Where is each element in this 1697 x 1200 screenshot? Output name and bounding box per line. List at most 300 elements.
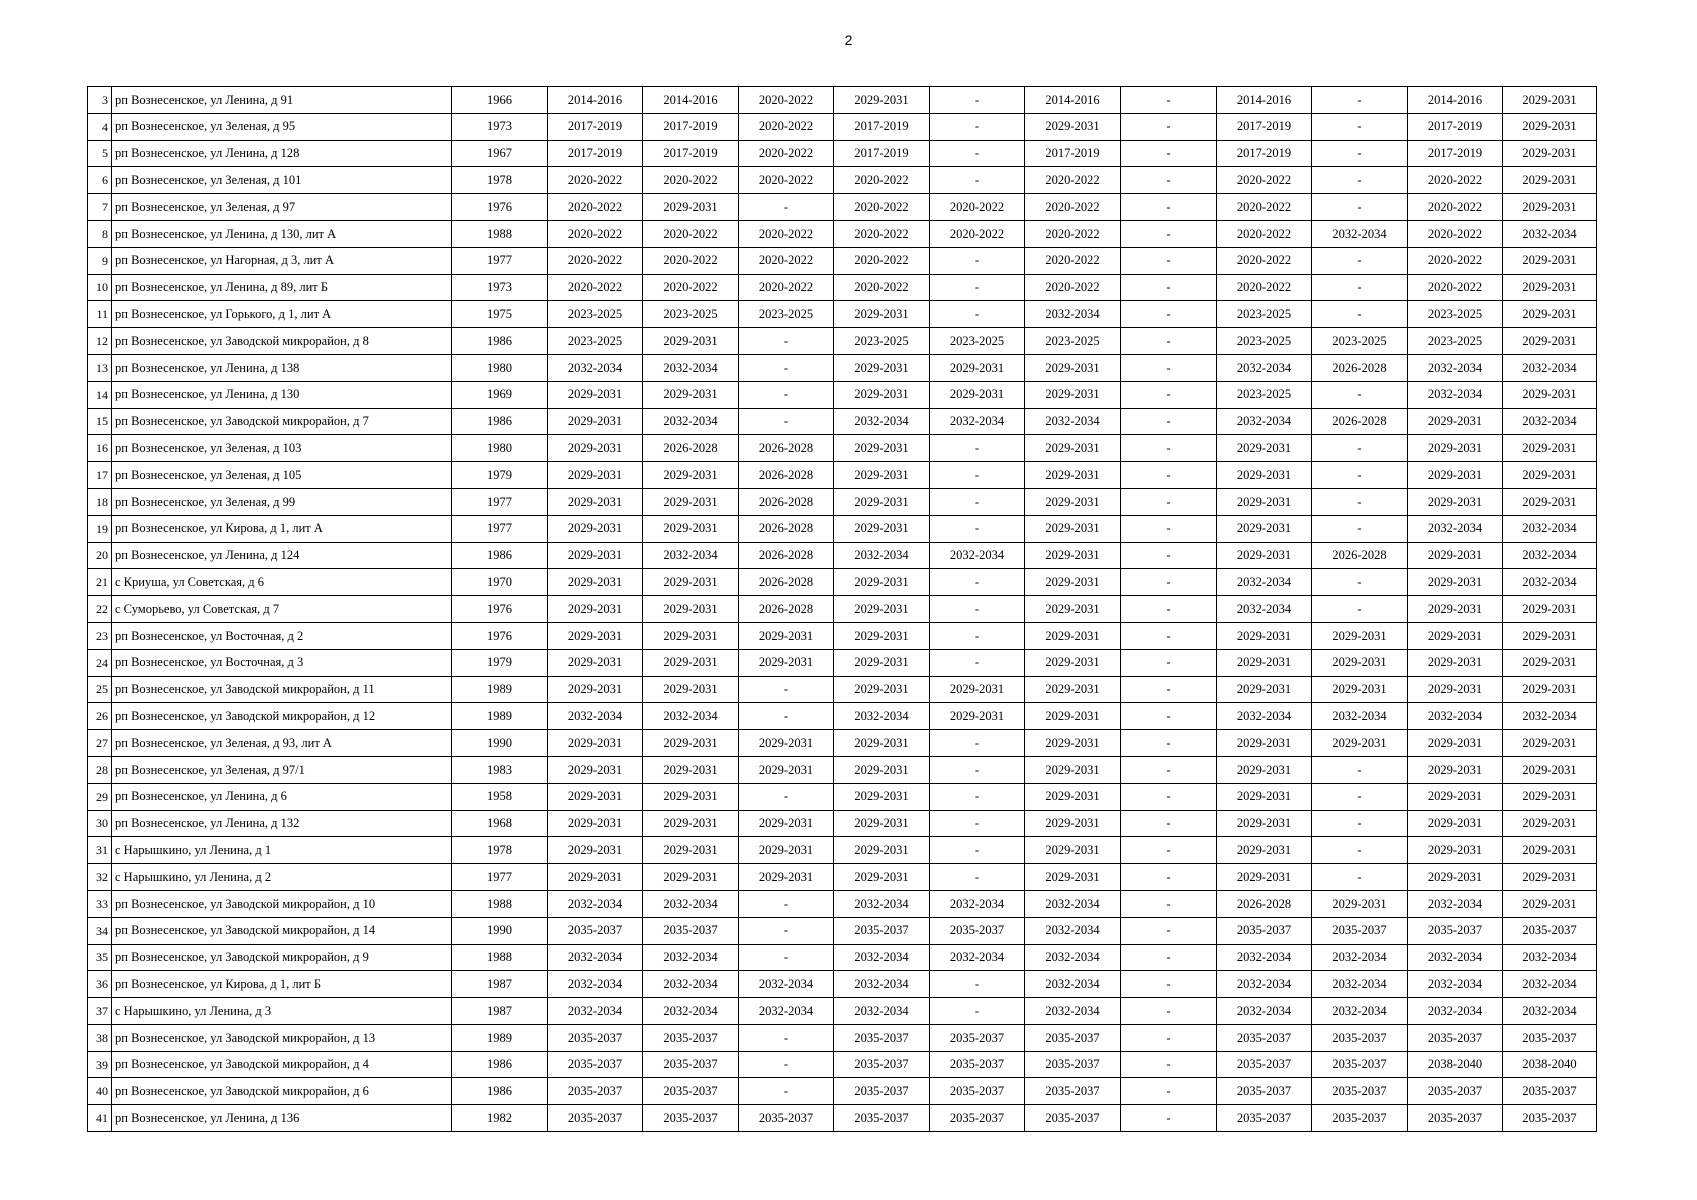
cell-col-5: - xyxy=(930,810,1025,837)
table-row xyxy=(88,435,1597,462)
cell-col-11: 2029-2031 xyxy=(1503,810,1597,837)
cell-col-6: 2029-2031 xyxy=(1025,810,1121,837)
cell-col-1: 2020-2022 xyxy=(548,194,643,221)
cell-year-built: 1988 xyxy=(452,944,548,971)
table-row xyxy=(88,864,1597,891)
cell-col-4: 2032-2034 xyxy=(834,971,930,998)
cell-col-8: 2032-2034 xyxy=(1217,596,1312,623)
cell-col-6: 2029-2031 xyxy=(1025,113,1121,140)
cell-col-1: 2029-2031 xyxy=(548,515,643,542)
cell-address: рп Вознесенское, ул Ленина, д 136 xyxy=(112,1105,452,1132)
cell-col-10: 2017-2019 xyxy=(1408,113,1503,140)
cell-address: с Нарышкино, ул Ленина, д 3 xyxy=(112,998,452,1025)
cell-row-number: 9 xyxy=(88,247,112,274)
cell-col-3: 2029-2031 xyxy=(739,810,834,837)
cell-col-9: 2035-2037 xyxy=(1312,1024,1408,1051)
table-row xyxy=(88,354,1597,381)
cell-col-5: 2029-2031 xyxy=(930,354,1025,381)
cell-col-7: - xyxy=(1121,194,1217,221)
table-row xyxy=(88,328,1597,355)
cell-col-1: 2029-2031 xyxy=(548,676,643,703)
cell-address: рп Вознесенское, ул Ленина, д 91 xyxy=(112,87,452,114)
cell-col-7: - xyxy=(1121,1024,1217,1051)
cell-col-5: - xyxy=(930,140,1025,167)
cell-col-11: 2029-2031 xyxy=(1503,194,1597,221)
cell-col-10: 2038-2040 xyxy=(1408,1051,1503,1078)
cell-col-8: 2017-2019 xyxy=(1217,113,1312,140)
cell-col-6: 2029-2031 xyxy=(1025,837,1121,864)
cell-col-4: 2029-2031 xyxy=(834,462,930,489)
cell-row-number: 8 xyxy=(88,220,112,247)
cell-col-7: - xyxy=(1121,810,1217,837)
cell-row-number: 23 xyxy=(88,622,112,649)
cell-address: рп Вознесенское, ул Ленина, д 6 xyxy=(112,783,452,810)
cell-col-11: 2029-2031 xyxy=(1503,864,1597,891)
cell-col-8: 2032-2034 xyxy=(1217,703,1312,730)
cell-col-7: - xyxy=(1121,381,1217,408)
cell-col-8: 2029-2031 xyxy=(1217,730,1312,757)
table-row xyxy=(88,596,1597,623)
cell-col-7: - xyxy=(1121,569,1217,596)
cell-col-5: - xyxy=(930,837,1025,864)
cell-col-11: 2029-2031 xyxy=(1503,756,1597,783)
table-row xyxy=(88,998,1597,1025)
cell-col-1: 2032-2034 xyxy=(548,971,643,998)
cell-col-10: 2032-2034 xyxy=(1408,971,1503,998)
cell-year-built: 1986 xyxy=(452,328,548,355)
cell-col-3: - xyxy=(739,328,834,355)
cell-col-2: 2029-2031 xyxy=(643,381,739,408)
cell-col-8: 2035-2037 xyxy=(1217,1078,1312,1105)
cell-col-9: - xyxy=(1312,810,1408,837)
cell-col-3: 2032-2034 xyxy=(739,998,834,1025)
cell-row-number: 24 xyxy=(88,649,112,676)
cell-col-3: - xyxy=(739,703,834,730)
cell-col-9: - xyxy=(1312,87,1408,114)
cell-col-2: 2032-2034 xyxy=(643,998,739,1025)
cell-address: рп Вознесенское, ул Кирова, д 1, лит А xyxy=(112,515,452,542)
cell-col-11: 2029-2031 xyxy=(1503,301,1597,328)
cell-col-11: 2032-2034 xyxy=(1503,998,1597,1025)
cell-col-6: 2029-2031 xyxy=(1025,381,1121,408)
housing-repair-schedule-table xyxy=(87,86,1597,1132)
cell-col-4: 2017-2019 xyxy=(834,113,930,140)
cell-col-11: 2029-2031 xyxy=(1503,167,1597,194)
cell-year-built: 1973 xyxy=(452,274,548,301)
cell-col-8: 2029-2031 xyxy=(1217,488,1312,515)
cell-col-6: 2023-2025 xyxy=(1025,328,1121,355)
cell-col-3: 2026-2028 xyxy=(739,515,834,542)
cell-col-5: - xyxy=(930,247,1025,274)
cell-col-6: 2029-2031 xyxy=(1025,864,1121,891)
cell-col-3: - xyxy=(739,783,834,810)
cell-col-5: 2035-2037 xyxy=(930,1105,1025,1132)
cell-row-number: 3 xyxy=(88,87,112,114)
cell-col-6: 2020-2022 xyxy=(1025,274,1121,301)
cell-year-built: 1978 xyxy=(452,837,548,864)
cell-col-10: 2029-2031 xyxy=(1408,622,1503,649)
cell-col-10: 2029-2031 xyxy=(1408,864,1503,891)
cell-col-8: 2029-2031 xyxy=(1217,676,1312,703)
cell-address: рп Вознесенское, ул Горького, д 1, лит А xyxy=(112,301,452,328)
cell-address: рп Вознесенское, ул Ленина, д 138 xyxy=(112,354,452,381)
cell-address: рп Вознесенское, ул Восточная, д 3 xyxy=(112,649,452,676)
cell-row-number: 15 xyxy=(88,408,112,435)
cell-col-2: 2020-2022 xyxy=(643,247,739,274)
cell-col-11: 2029-2031 xyxy=(1503,113,1597,140)
table-row xyxy=(88,542,1597,569)
cell-year-built: 1967 xyxy=(452,140,548,167)
cell-row-number: 30 xyxy=(88,810,112,837)
cell-col-5: - xyxy=(930,488,1025,515)
table-body xyxy=(88,87,1597,1132)
cell-row-number: 26 xyxy=(88,703,112,730)
table-row xyxy=(88,944,1597,971)
cell-col-1: 2032-2034 xyxy=(548,944,643,971)
cell-row-number: 21 xyxy=(88,569,112,596)
cell-address: с Криуша, ул Советская, д 6 xyxy=(112,569,452,596)
cell-row-number: 25 xyxy=(88,676,112,703)
cell-col-3: 2020-2022 xyxy=(739,274,834,301)
cell-col-9: 2026-2028 xyxy=(1312,408,1408,435)
cell-address: рп Вознесенское, ул Заводской микрорайон, д 7 xyxy=(112,408,452,435)
cell-year-built: 1986 xyxy=(452,408,548,435)
cell-col-5: 2032-2034 xyxy=(930,890,1025,917)
page-number: 2 xyxy=(844,32,853,48)
cell-year-built: 1980 xyxy=(452,354,548,381)
cell-address: рп Вознесенское, ул Ленина, д 128 xyxy=(112,140,452,167)
cell-row-number: 34 xyxy=(88,917,112,944)
cell-year-built: 1990 xyxy=(452,917,548,944)
cell-col-9: - xyxy=(1312,435,1408,462)
cell-col-6: 2020-2022 xyxy=(1025,194,1121,221)
cell-row-number: 5 xyxy=(88,140,112,167)
cell-col-7: - xyxy=(1121,756,1217,783)
cell-col-9: - xyxy=(1312,837,1408,864)
cell-col-8: 2029-2031 xyxy=(1217,783,1312,810)
cell-col-3: - xyxy=(739,917,834,944)
cell-row-number: 32 xyxy=(88,864,112,891)
cell-col-8: 2032-2034 xyxy=(1217,944,1312,971)
cell-col-5: - xyxy=(930,462,1025,489)
table-row xyxy=(88,381,1597,408)
cell-row-number: 40 xyxy=(88,1078,112,1105)
cell-row-number: 35 xyxy=(88,944,112,971)
cell-col-6: 2029-2031 xyxy=(1025,354,1121,381)
cell-address: рп Вознесенское, ул Восточная, д 2 xyxy=(112,622,452,649)
cell-col-2: 2023-2025 xyxy=(643,301,739,328)
table-row xyxy=(88,113,1597,140)
cell-col-3: - xyxy=(739,194,834,221)
cell-col-3: - xyxy=(739,1024,834,1051)
cell-address: рп Вознесенское, ул Заводской микрорайон, д 14 xyxy=(112,917,452,944)
cell-row-number: 4 xyxy=(88,113,112,140)
cell-col-1: 2029-2031 xyxy=(548,783,643,810)
table-row xyxy=(88,462,1597,489)
cell-col-6: 2032-2034 xyxy=(1025,917,1121,944)
cell-col-10: 2023-2025 xyxy=(1408,328,1503,355)
cell-col-5: 2035-2037 xyxy=(930,917,1025,944)
cell-col-5: - xyxy=(930,515,1025,542)
cell-col-5: 2029-2031 xyxy=(930,703,1025,730)
table-row xyxy=(88,140,1597,167)
cell-col-7: - xyxy=(1121,113,1217,140)
cell-col-4: 2020-2022 xyxy=(834,220,930,247)
cell-col-2: 2029-2031 xyxy=(643,783,739,810)
table-row xyxy=(88,515,1597,542)
cell-col-1: 2029-2031 xyxy=(548,810,643,837)
cell-col-7: - xyxy=(1121,247,1217,274)
cell-col-10: 2020-2022 xyxy=(1408,167,1503,194)
cell-col-10: 2014-2016 xyxy=(1408,87,1503,114)
cell-year-built: 1986 xyxy=(452,1078,548,1105)
cell-col-3: 2035-2037 xyxy=(739,1105,834,1132)
cell-row-number: 41 xyxy=(88,1105,112,1132)
cell-col-2: 2029-2031 xyxy=(643,756,739,783)
cell-col-2: 2020-2022 xyxy=(643,220,739,247)
cell-address: рп Вознесенское, ул Зеленая, д 105 xyxy=(112,462,452,489)
cell-row-number: 12 xyxy=(88,328,112,355)
cell-col-3: 2020-2022 xyxy=(739,113,834,140)
cell-col-11: 2035-2037 xyxy=(1503,1105,1597,1132)
cell-col-9: - xyxy=(1312,462,1408,489)
table-row xyxy=(88,756,1597,783)
cell-col-5: - xyxy=(930,87,1025,114)
cell-col-7: - xyxy=(1121,1078,1217,1105)
table-row xyxy=(88,730,1597,757)
cell-col-10: 2035-2037 xyxy=(1408,1105,1503,1132)
cell-year-built: 1986 xyxy=(452,542,548,569)
cell-col-4: 2032-2034 xyxy=(834,408,930,435)
cell-col-9: 2029-2031 xyxy=(1312,730,1408,757)
table-row xyxy=(88,783,1597,810)
table-row xyxy=(88,1051,1597,1078)
cell-col-10: 2029-2031 xyxy=(1408,837,1503,864)
cell-col-1: 2035-2037 xyxy=(548,1051,643,1078)
cell-col-11: 2032-2034 xyxy=(1503,971,1597,998)
cell-col-3: 2029-2031 xyxy=(739,837,834,864)
cell-year-built: 1968 xyxy=(452,810,548,837)
cell-col-4: 2029-2031 xyxy=(834,488,930,515)
cell-col-11: 2032-2034 xyxy=(1503,703,1597,730)
cell-year-built: 1977 xyxy=(452,488,548,515)
table-row xyxy=(88,87,1597,114)
cell-col-8: 2020-2022 xyxy=(1217,274,1312,301)
cell-col-6: 2032-2034 xyxy=(1025,944,1121,971)
cell-col-7: - xyxy=(1121,676,1217,703)
cell-col-11: 2029-2031 xyxy=(1503,783,1597,810)
cell-col-10: 2029-2031 xyxy=(1408,810,1503,837)
cell-col-3: 2026-2028 xyxy=(739,542,834,569)
cell-col-10: 2029-2031 xyxy=(1408,596,1503,623)
cell-col-9: - xyxy=(1312,488,1408,515)
cell-col-5: 2035-2037 xyxy=(930,1051,1025,1078)
cell-col-5: 2032-2034 xyxy=(930,542,1025,569)
cell-address: с Суморьево, ул Советская, д 7 xyxy=(112,596,452,623)
cell-col-5: - xyxy=(930,730,1025,757)
cell-col-3: 2026-2028 xyxy=(739,569,834,596)
table-row xyxy=(88,971,1597,998)
cell-col-1: 2035-2037 xyxy=(548,1105,643,1132)
cell-col-8: 2029-2031 xyxy=(1217,542,1312,569)
cell-col-6: 2029-2031 xyxy=(1025,756,1121,783)
table-row xyxy=(88,220,1597,247)
cell-row-number: 37 xyxy=(88,998,112,1025)
cell-row-number: 7 xyxy=(88,194,112,221)
cell-col-9: - xyxy=(1312,194,1408,221)
cell-col-5: 2032-2034 xyxy=(930,944,1025,971)
cell-col-1: 2029-2031 xyxy=(548,381,643,408)
cell-year-built: 1988 xyxy=(452,220,548,247)
cell-col-11: 2029-2031 xyxy=(1503,730,1597,757)
cell-col-10: 2032-2034 xyxy=(1408,354,1503,381)
cell-col-9: 2029-2031 xyxy=(1312,622,1408,649)
cell-address: с Нарышкино, ул Ленина, д 2 xyxy=(112,864,452,891)
cell-col-11: 2029-2031 xyxy=(1503,488,1597,515)
cell-row-number: 11 xyxy=(88,301,112,328)
cell-col-5: 2020-2022 xyxy=(930,220,1025,247)
cell-col-4: 2032-2034 xyxy=(834,998,930,1025)
cell-address: с Нарышкино, ул Ленина, д 1 xyxy=(112,837,452,864)
cell-year-built: 1989 xyxy=(452,703,548,730)
cell-col-2: 2029-2031 xyxy=(643,462,739,489)
cell-col-6: 2029-2031 xyxy=(1025,515,1121,542)
cell-col-5: 2035-2037 xyxy=(930,1078,1025,1105)
table-row xyxy=(88,488,1597,515)
cell-row-number: 39 xyxy=(88,1051,112,1078)
cell-col-2: 2029-2031 xyxy=(643,569,739,596)
cell-col-4: 2029-2031 xyxy=(834,354,930,381)
cell-col-10: 2035-2037 xyxy=(1408,1078,1503,1105)
cell-address: рп Вознесенское, ул Нагорная, д 3, лит А xyxy=(112,247,452,274)
cell-col-11: 2035-2037 xyxy=(1503,917,1597,944)
cell-col-3: - xyxy=(739,1078,834,1105)
cell-col-2: 2035-2037 xyxy=(643,1051,739,1078)
cell-col-10: 2023-2025 xyxy=(1408,301,1503,328)
cell-col-11: 2035-2037 xyxy=(1503,1078,1597,1105)
table-row xyxy=(88,408,1597,435)
cell-col-11: 2032-2034 xyxy=(1503,944,1597,971)
cell-col-1: 2029-2031 xyxy=(548,569,643,596)
cell-col-5: - xyxy=(930,649,1025,676)
cell-col-1: 2029-2031 xyxy=(548,488,643,515)
cell-col-4: 2029-2031 xyxy=(834,810,930,837)
cell-col-10: 2032-2034 xyxy=(1408,944,1503,971)
cell-col-7: - xyxy=(1121,944,1217,971)
cell-col-2: 2029-2031 xyxy=(643,810,739,837)
cell-col-11: 2029-2031 xyxy=(1503,890,1597,917)
cell-col-1: 2017-2019 xyxy=(548,140,643,167)
cell-year-built: 1978 xyxy=(452,167,548,194)
cell-col-8: 2029-2031 xyxy=(1217,515,1312,542)
cell-col-3: - xyxy=(739,890,834,917)
cell-col-9: 2035-2037 xyxy=(1312,917,1408,944)
cell-col-5: - xyxy=(930,783,1025,810)
cell-col-6: 2032-2034 xyxy=(1025,890,1121,917)
cell-col-7: - xyxy=(1121,488,1217,515)
cell-col-7: - xyxy=(1121,435,1217,462)
cell-col-5: - xyxy=(930,274,1025,301)
cell-col-8: 2017-2019 xyxy=(1217,140,1312,167)
cell-col-1: 2029-2031 xyxy=(548,837,643,864)
cell-col-8: 2020-2022 xyxy=(1217,167,1312,194)
cell-col-7: - xyxy=(1121,301,1217,328)
cell-col-5: - xyxy=(930,113,1025,140)
cell-col-2: 2017-2019 xyxy=(643,140,739,167)
cell-col-5: - xyxy=(930,569,1025,596)
cell-col-10: 2035-2037 xyxy=(1408,917,1503,944)
cell-col-10: 2029-2031 xyxy=(1408,569,1503,596)
cell-col-8: 2029-2031 xyxy=(1217,622,1312,649)
cell-col-2: 2032-2034 xyxy=(643,890,739,917)
cell-col-7: - xyxy=(1121,515,1217,542)
cell-col-9: 2026-2028 xyxy=(1312,542,1408,569)
cell-row-number: 10 xyxy=(88,274,112,301)
cell-col-2: 2029-2031 xyxy=(643,837,739,864)
cell-col-5: - xyxy=(930,596,1025,623)
cell-col-8: 2035-2037 xyxy=(1217,1051,1312,1078)
cell-col-10: 2032-2034 xyxy=(1408,515,1503,542)
table-row xyxy=(88,917,1597,944)
cell-row-number: 18 xyxy=(88,488,112,515)
cell-col-10: 2029-2031 xyxy=(1408,408,1503,435)
cell-col-6: 2020-2022 xyxy=(1025,220,1121,247)
cell-col-4: 2032-2034 xyxy=(834,890,930,917)
cell-col-2: 2029-2031 xyxy=(643,515,739,542)
cell-col-9: 2032-2034 xyxy=(1312,998,1408,1025)
cell-col-3: 2029-2031 xyxy=(739,730,834,757)
cell-address: рп Вознесенское, ул Заводской микрорайон, д 6 xyxy=(112,1078,452,1105)
cell-col-1: 2035-2037 xyxy=(548,1024,643,1051)
cell-col-9: - xyxy=(1312,783,1408,810)
cell-address: рп Вознесенское, ул Заводской микрорайон, д 9 xyxy=(112,944,452,971)
cell-col-4: 2023-2025 xyxy=(834,328,930,355)
cell-row-number: 36 xyxy=(88,971,112,998)
cell-col-7: - xyxy=(1121,408,1217,435)
cell-col-11: 2029-2031 xyxy=(1503,274,1597,301)
cell-col-8: 2020-2022 xyxy=(1217,247,1312,274)
cell-col-6: 2029-2031 xyxy=(1025,783,1121,810)
cell-col-6: 2029-2031 xyxy=(1025,649,1121,676)
cell-col-3: 2026-2028 xyxy=(739,488,834,515)
cell-col-2: 2020-2022 xyxy=(643,274,739,301)
cell-year-built: 1977 xyxy=(452,515,548,542)
cell-col-7: - xyxy=(1121,703,1217,730)
cell-col-7: - xyxy=(1121,167,1217,194)
cell-col-8: 2032-2034 xyxy=(1217,408,1312,435)
cell-year-built: 1987 xyxy=(452,998,548,1025)
cell-address: рп Вознесенское, ул Заводской микрорайон, д 13 xyxy=(112,1024,452,1051)
cell-col-11: 2029-2031 xyxy=(1503,837,1597,864)
cell-col-5: - xyxy=(930,971,1025,998)
cell-address: рп Вознесенское, ул Зеленая, д 97/1 xyxy=(112,756,452,783)
cell-col-2: 2029-2031 xyxy=(643,328,739,355)
cell-row-number: 38 xyxy=(88,1024,112,1051)
cell-address: рп Вознесенское, ул Заводской микрорайон, д 8 xyxy=(112,328,452,355)
cell-col-9: - xyxy=(1312,301,1408,328)
cell-year-built: 1969 xyxy=(452,381,548,408)
cell-col-8: 2029-2031 xyxy=(1217,864,1312,891)
cell-col-7: - xyxy=(1121,462,1217,489)
cell-col-10: 2035-2037 xyxy=(1408,1024,1503,1051)
cell-col-7: - xyxy=(1121,1105,1217,1132)
cell-year-built: 1970 xyxy=(452,569,548,596)
cell-col-4: 2020-2022 xyxy=(834,194,930,221)
cell-col-7: - xyxy=(1121,998,1217,1025)
cell-col-10: 2029-2031 xyxy=(1408,730,1503,757)
cell-col-5: - xyxy=(930,622,1025,649)
cell-year-built: 1988 xyxy=(452,890,548,917)
